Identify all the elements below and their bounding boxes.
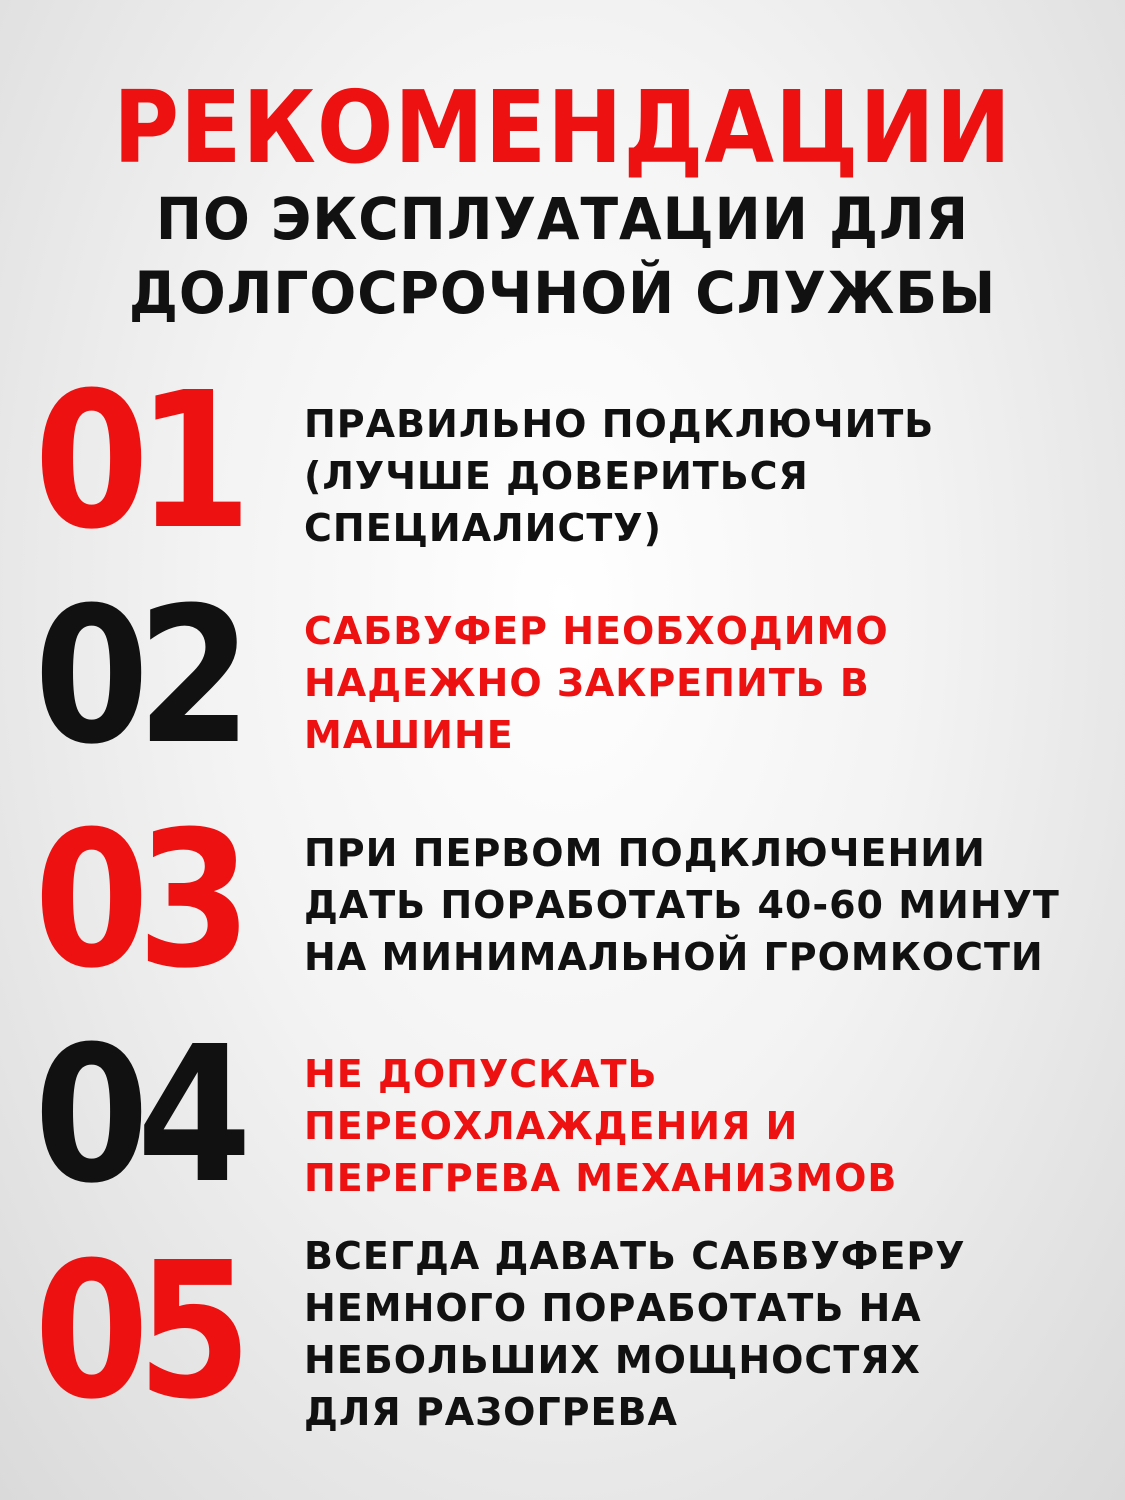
step-text-line: СПЕЦИАЛИСТУ) [304, 506, 662, 550]
step-text-line: САБВУФЕР НЕОБХОДИМО [304, 609, 889, 653]
step-text-line: ПЕРЕОХЛАЖДЕНИЯ И [304, 1104, 799, 1148]
subtitle-line: ДОЛГОСРОЧНОЙ СЛУЖБЫ [128, 259, 997, 327]
step-number: 04 [34, 1006, 240, 1225]
poster-subtitle [28, 182, 1097, 330]
step-text-line: НЕМНОГО ПОРАБОТАТЬ НА [304, 1286, 922, 1330]
subtitle-line: ПО ЭКСПЛУАТАЦИИ ДЛЯ [155, 185, 970, 253]
step-number: 01 [34, 352, 240, 571]
step-text-line: ДЛЯ РАЗОГРЕВА [304, 1390, 678, 1434]
step-text-line: ПРАВИЛЬНО ПОДКЛЮЧИТЬ [304, 402, 935, 446]
step-number: 05 [34, 1222, 240, 1441]
poster-title: РЕКОМЕНДАЦИИ [113, 69, 1012, 186]
step-number: 03 [34, 791, 240, 1010]
step-text-line: ДАТЬ ПОРАБОТАТЬ 40-60 МИНУТ [304, 883, 1060, 927]
step-text [304, 1048, 897, 1204]
step-text-line: НА МИНИМАЛЬНОЙ ГРОМКОСТИ [304, 935, 1044, 979]
step-text-line: НЕ ДОПУСКАТЬ [304, 1052, 658, 1096]
step-text [304, 827, 1060, 983]
step-number: 02 [34, 567, 240, 786]
step-text [304, 398, 934, 554]
step-text-line: ВСЕГДА ДАВАТЬ САБВУФЕРУ [304, 1234, 966, 1278]
step-text [304, 605, 889, 761]
step-text-line: ПЕРЕГРЕВА МЕХАНИЗМОВ [304, 1156, 898, 1200]
step-text-line: МАШИНЕ [304, 713, 514, 757]
step-text-line: (ЛУЧШЕ ДОВЕРИТЬСЯ [304, 454, 809, 498]
step-text-line: ПРИ ПЕРВОМ ПОДКЛЮЧЕНИИ [304, 831, 986, 875]
step-text-line: НАДЕЖНО ЗАКРЕПИТЬ В [304, 661, 870, 705]
step-text-line: НЕБОЛЬШИХ МОЩНОСТЯХ [304, 1338, 921, 1382]
step-text [304, 1230, 966, 1438]
